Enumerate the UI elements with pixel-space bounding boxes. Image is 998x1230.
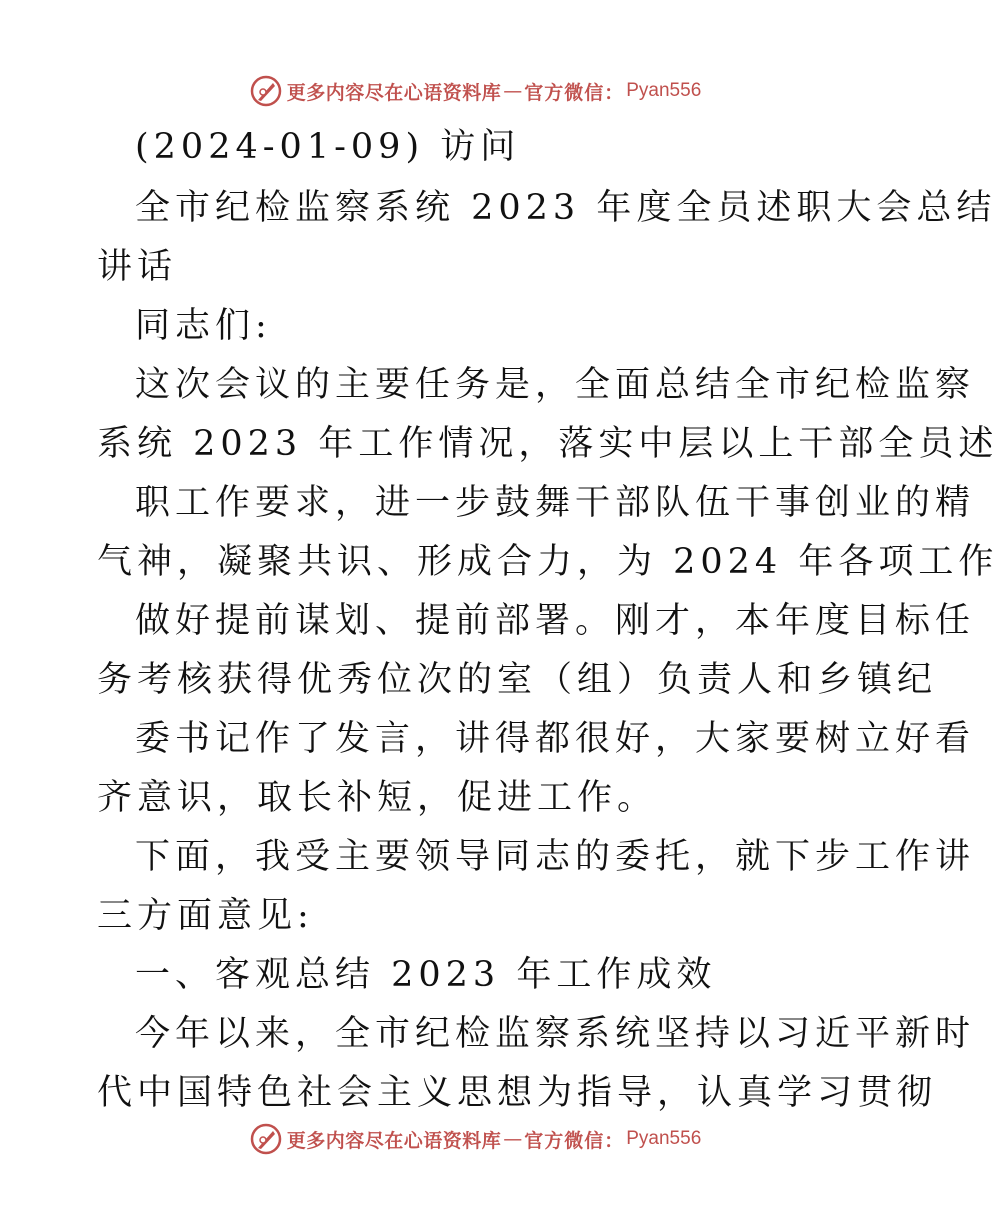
header-banner <box>0 71 950 111</box>
paragraph-line: 做好提前谋划、提前部署。刚才，本年度目标任 <box>135 601 976 641</box>
banner-contact-id: Pyan556 <box>626 80 702 101</box>
banner-separator: — <box>503 1128 523 1150</box>
document-body <box>97 115 998 1123</box>
paragraph-line: 下面，我受主要领导同志的委托，就下步工作讲 <box>135 837 976 877</box>
paragraph-line: 今年以来，全市纪检监察系统坚持以习近平新时 <box>135 1014 976 1054</box>
paragraph-line: 气神，凝聚共识、形成合力，为 2024 年各项工作 <box>97 542 998 582</box>
paragraph-line: 齐意识，取长补短，促进工作。 <box>97 778 658 818</box>
paragraph-line: 代中国特色社会主义思想为指导，认真学习贯彻 <box>97 1073 938 1113</box>
banner-slogan: 更多内容尽在心语资料库 <box>286 81 502 104</box>
banner-contact-id: Pyan556 <box>626 1128 702 1149</box>
document-title-line-2: 讲话 <box>97 247 178 287</box>
banner-slogan: 更多内容尽在心语资料库 <box>286 1129 502 1152</box>
paragraph-line: 职工作要求，进一步鼓舞干部队伍干事创业的精 <box>135 483 976 523</box>
quill-logo-icon <box>249 74 283 108</box>
banner-contact-label: 官方微信： <box>524 1129 625 1152</box>
banner-contact-label: 官方微信： <box>524 81 625 104</box>
paragraph-line: 系统 2023 年工作情况，落实中层以上干部全员述 <box>97 424 998 464</box>
section-heading: 一、客观总结 2023 年工作成效 <box>135 955 717 995</box>
banner-separator: — <box>503 80 523 102</box>
salutation: 同志们: <box>135 306 272 346</box>
footer-banner <box>0 1119 950 1159</box>
paragraph-line: 务考核获得优秀位次的室（组）负责人和乡镇纪 <box>97 660 938 700</box>
paragraph-line: 三方面意见: <box>97 896 314 936</box>
paragraph-line: 委书记作了发言，讲得都很好，大家要树立好看 <box>135 719 976 759</box>
document-date-line: (2024-01-09) 访问 <box>135 127 521 167</box>
paragraph-line: 这次会议的主要任务是，全面总结全市纪检监察 <box>135 365 976 405</box>
document-title-line-1: 全市纪检监察系统 2023 年度全员述职大会总结 <box>135 188 997 228</box>
quill-logo-icon <box>249 1122 283 1156</box>
